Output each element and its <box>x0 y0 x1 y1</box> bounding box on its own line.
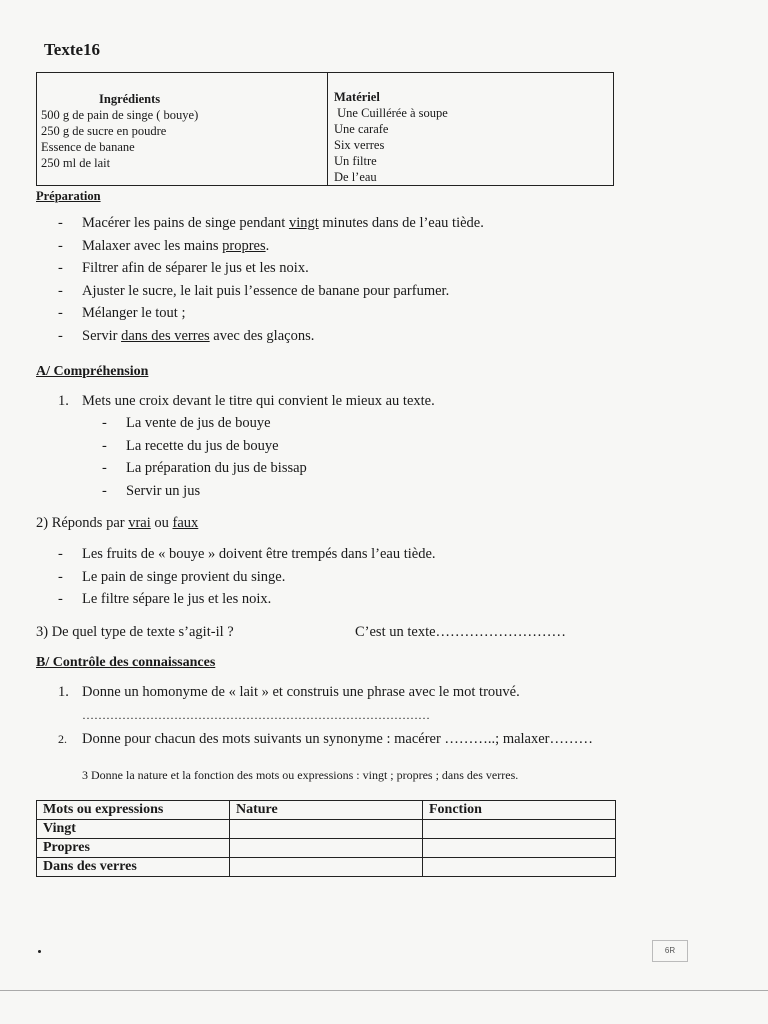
ingredient-item: 500 g de pain de singe ( bouye) <box>41 108 199 122</box>
question-b3: 3 Donne la nature et la fonction des mots ou expressions : vingt ; propres ; dans des verres. <box>82 768 519 782</box>
title-option[interactable]: - La préparation du jus de bissap <box>102 457 502 480</box>
question-b2: 2. Donne pour chacun des mots suivants un synonyme : macérer ………..; malaxer……… <box>58 731 594 747</box>
question-number: 1. <box>58 393 69 409</box>
table-header: Fonction <box>423 801 616 820</box>
preparation-steps <box>58 212 698 347</box>
table-header: Mots ou expressions <box>37 801 230 820</box>
table-header: Nature <box>230 801 423 820</box>
table-cell[interactable] <box>230 820 423 839</box>
ingredient-item: 250 ml de lait <box>41 156 111 170</box>
title-option[interactable]: - La vente de jus de bouye <box>102 412 502 435</box>
faux-word: faux <box>172 515 199 531</box>
question-2: 2) Réponds par vrai ou faux <box>36 515 199 531</box>
materiel-item: Un filtre <box>334 154 377 168</box>
ingredients-heading: Ingrédients <box>99 92 161 106</box>
page-title: Texte16 <box>44 40 101 59</box>
answer-dots[interactable]: …………………………………………………………………………… <box>82 708 430 722</box>
question-text: Mets une croix devant le titre qui convient le mieux au texte. <box>82 393 435 409</box>
page-mark: 6R <box>652 940 688 962</box>
table-row <box>37 820 616 839</box>
materiel-item: Une carafe <box>334 122 389 136</box>
title-option[interactable]: - Servir un jus <box>102 480 502 503</box>
table-cell: Propres <box>37 839 230 858</box>
comprehension-heading: A/ Compréhension <box>36 364 149 379</box>
question-1 <box>58 393 435 410</box>
stray-dot <box>38 950 41 953</box>
materiel-column <box>327 73 613 185</box>
preparation-step: - Filtrer afin de séparer le jus et les noix. <box>58 257 698 280</box>
page-edge-line <box>0 990 768 991</box>
preparation-heading: Préparation <box>36 189 101 203</box>
preparation-step: - Malaxer avec les mains propres. <box>58 235 698 258</box>
ingredient-item: Essence de banane <box>41 140 135 154</box>
controle-heading: B/ Contrôle des connaissances <box>36 655 216 670</box>
ingredients-box <box>36 72 614 186</box>
materiel-item: Six verres <box>334 138 385 152</box>
true-false-items <box>58 543 658 611</box>
true-false-item: - Le pain de singe provient du singe. <box>58 566 658 589</box>
true-false-item: - Les fruits de « bouye » doivent être trempés dans l’eau tiède. <box>58 543 658 566</box>
table-cell[interactable] <box>423 839 616 858</box>
ingredient-item: 250 g de sucre en poudre <box>41 124 167 138</box>
table-cell: Vingt <box>37 820 230 839</box>
vrai-word: vrai <box>128 515 151 531</box>
nature-function-table <box>36 800 616 877</box>
table-row <box>37 858 616 877</box>
preparation-step: - Servir dans des verres avec des glaçons. <box>58 325 698 348</box>
materiel-heading: Matériel <box>334 90 380 104</box>
title-options <box>102 412 502 502</box>
table-cell[interactable] <box>230 858 423 877</box>
preparation-step: - Macérer les pains de singe pendant vingt minutes dans de l’eau tiède. <box>58 212 698 235</box>
materiel-item: De l’eau <box>334 170 377 184</box>
table-cell[interactable] <box>230 839 423 858</box>
table-header-row <box>37 801 616 820</box>
true-false-item: - Le filtre sépare le jus et les noix. <box>58 588 658 611</box>
preparation-step: - Mélanger le tout ; <box>58 302 698 325</box>
title-option[interactable]: - La recette du jus de bouye <box>102 435 502 458</box>
table-cell[interactable] <box>423 820 616 839</box>
table-cell: Dans des verres <box>37 858 230 877</box>
table-row <box>37 839 616 858</box>
materiel-item: Une Cuillérée à soupe <box>334 106 448 120</box>
preparation-step: - Ajuster le sucre, le lait puis l’essence de banane pour parfumer. <box>58 280 698 303</box>
ingredients-column <box>37 73 327 185</box>
question-3: 3) De quel type de texte s’agit-il ? <box>36 624 234 640</box>
table-cell[interactable] <box>423 858 616 877</box>
question-b1: 1. Donne un homonyme de « lait » et construis une phrase avec le mot trouvé. <box>58 684 520 700</box>
answer-blank[interactable]: C’est un texte……………………… <box>355 624 567 640</box>
